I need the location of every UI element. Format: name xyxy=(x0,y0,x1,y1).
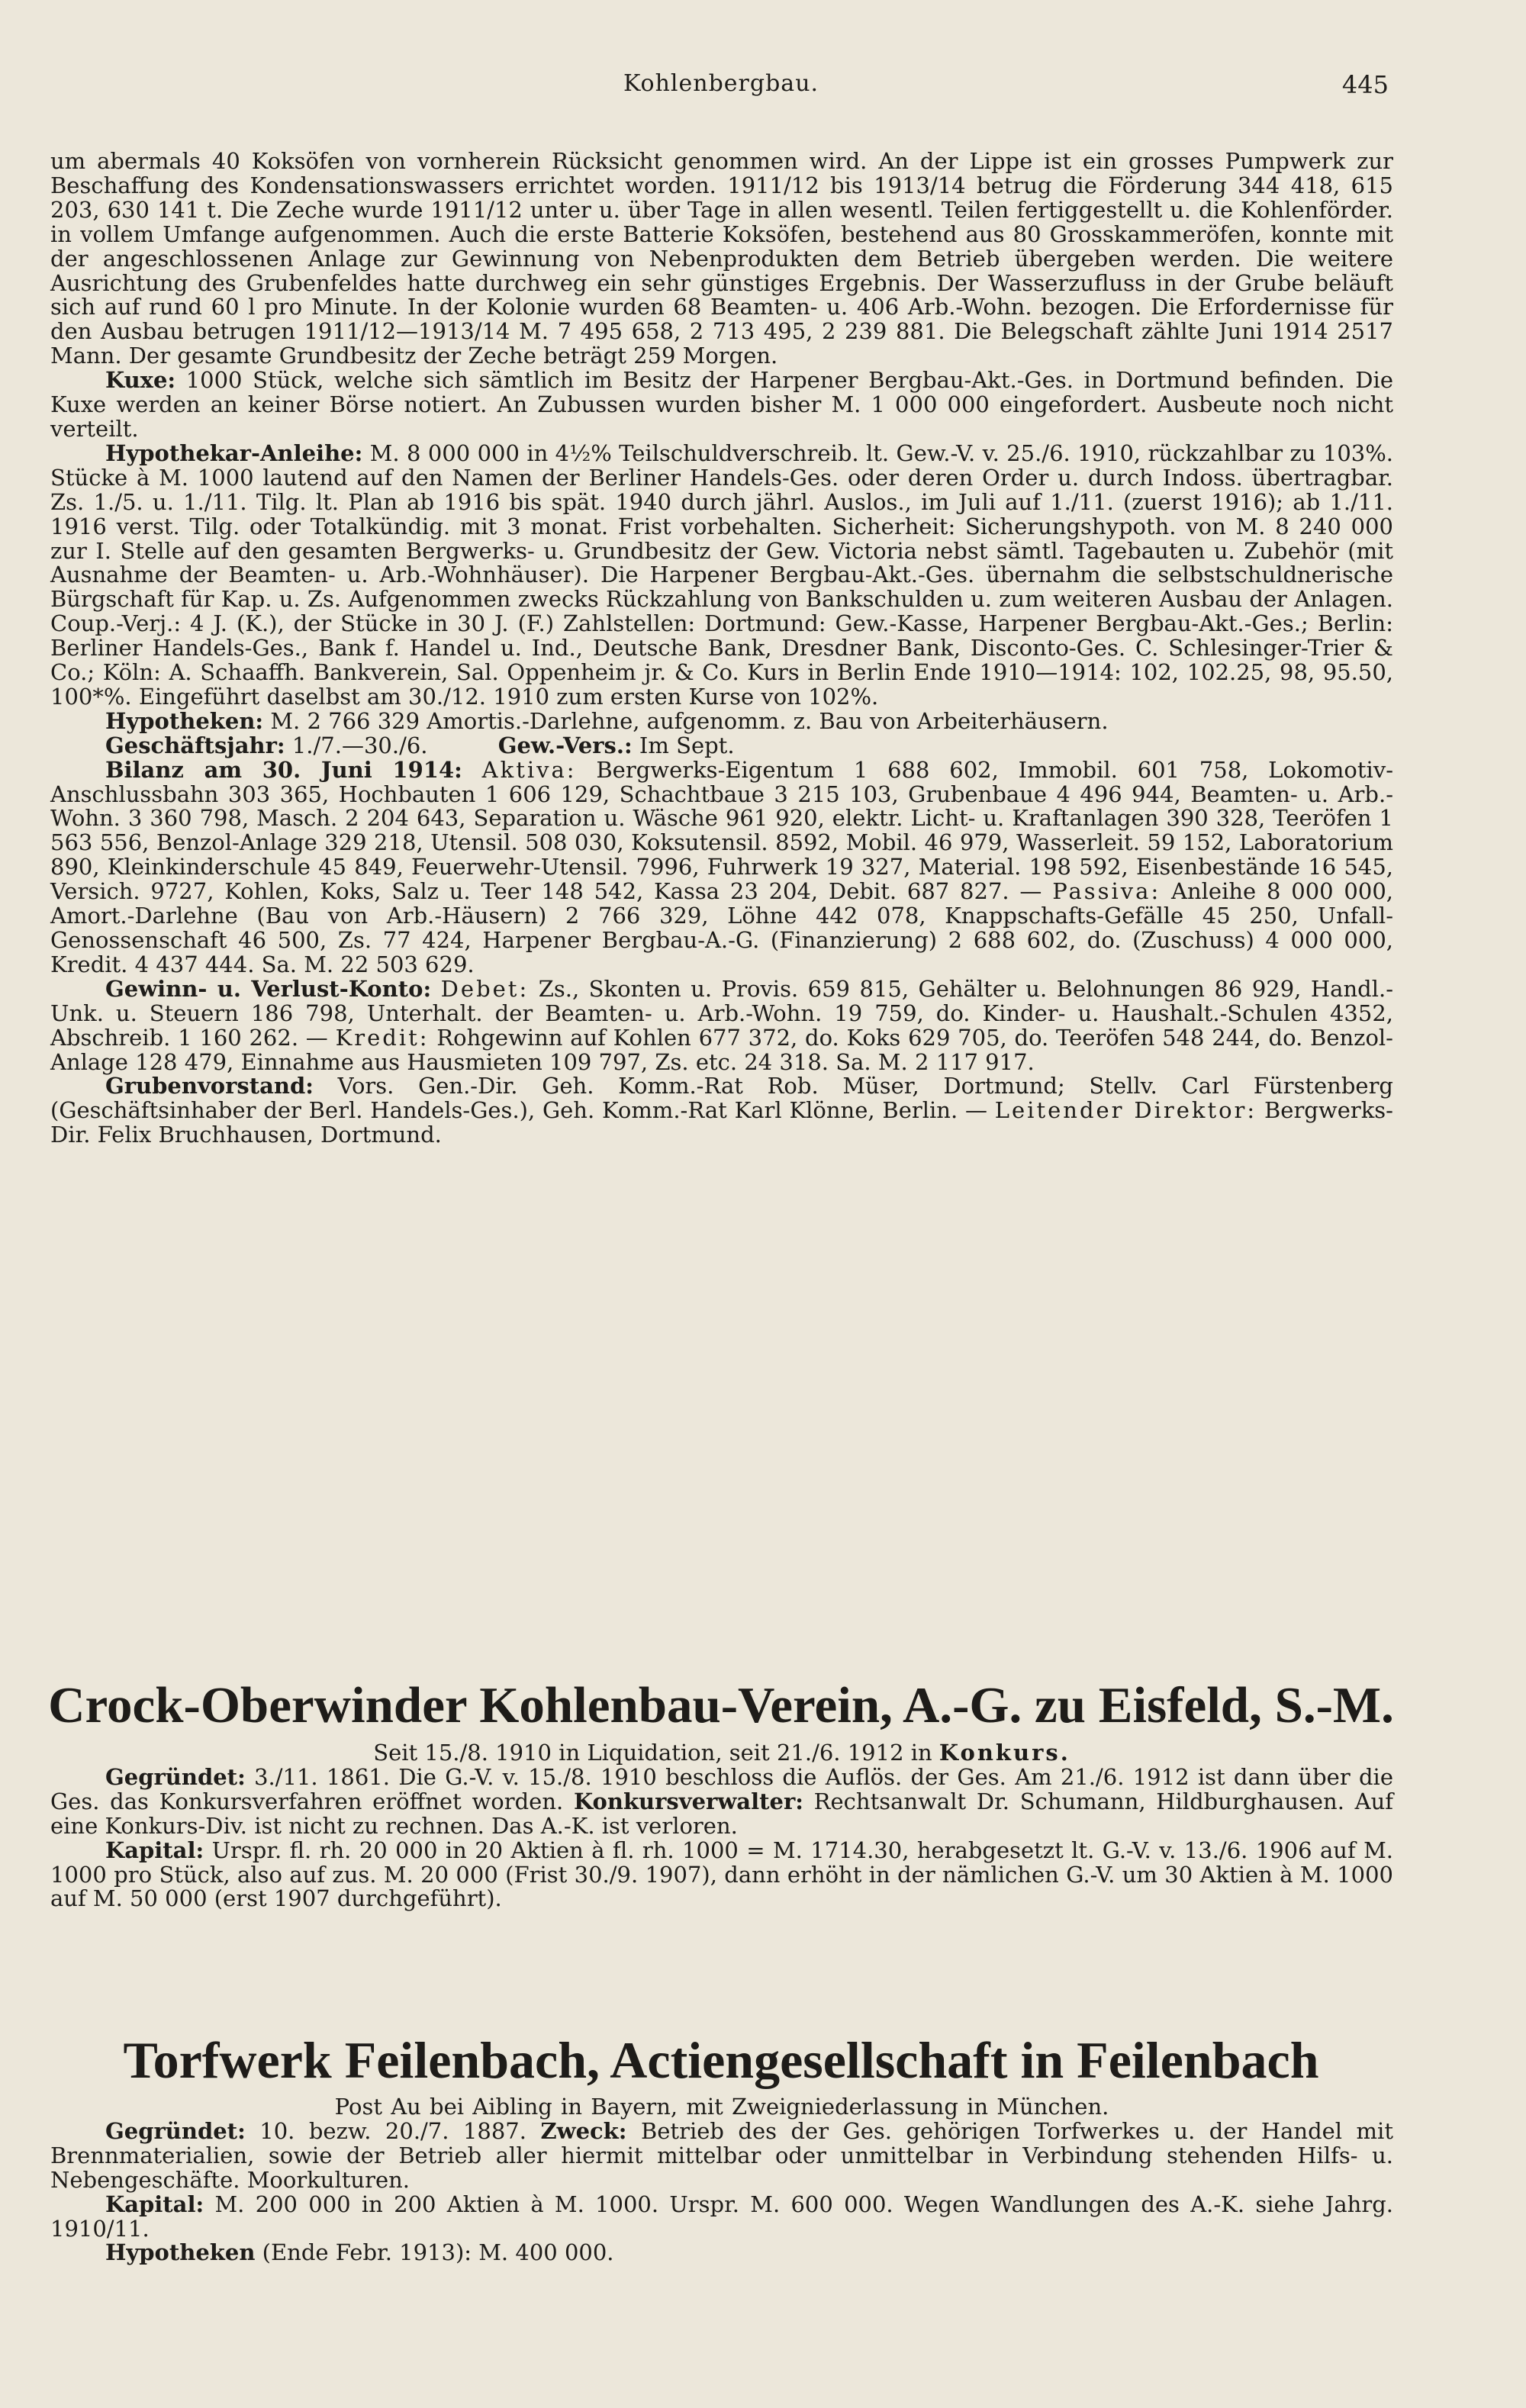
label-gew-vers: Gew.-Vers.: xyxy=(497,732,633,758)
label-kapital-torf: Kapital: xyxy=(105,2191,204,2217)
text-aktiva: Bergwerks-Eigentum 1 688 602, Immobil. 601 758, Lokomotiv-Anschlussbahn 303 365, Hochbauten 1 606 129, Schachtbaue 3 215 103, Grubenbaue 4 496 944, Beamten- u. Arb.-Wohn. 3 360 798, Masch. 2 204 643, Separation u. Wäsche 961 920, elektr. Licht- u. Kraftanlagen 390 328, Teeröfen 1 563 556, Benzol-Anlage 329 218, Utensil. 508 030, Koksutensil. 8592, Mobil. 46 979, Wasserleit. 59 152, Laboratorium 890, Kleinkinderschule 45 849, Feuerwehr-Utensil. 7996, Fuhrwerk 19 327, Material. 198 592, Eisenbestände 16 545, Versich. 9727, Kohlen, Koks, Salz u. Teer 148 542, Kassa 23 204, Debit. 687 827. — xyxy=(50,756,1394,905)
paragraph-gegruendet-crock xyxy=(50,1763,1393,1839)
text-grubenvorstand: Vors. Gen.-Dir. Geh. Komm.-Rat Rob. Müser, Dortmund; Stellv. Carl Fürstenberg (Geschäftsinhaber der Berl. Handels-Ges.), Geh. Komm.-Rat Karl Klönne, Berlin. — xyxy=(50,1073,1393,1124)
label-kapital-crock: Kapital: xyxy=(105,1837,204,1863)
label-gegruendet-crock: Gegründet: xyxy=(105,1763,246,1790)
label-leitender-direktor: Leitender Direktor: xyxy=(994,1097,1257,1124)
label-debet: Debet: xyxy=(440,975,530,1002)
text-passiva: Anleihe 8 000 000, Amort.-Darlehne (Bau von Arb.-Häusern) 2 766 329, Löhne 442 078, Knappschafts-Gefälle 45 250, Unfall-Genossenschaft 46 500, Zs. 77 424, Harpener Bergbau-A.-G. (Finanzierung) 2 688 602, do. (Zuschuss) 4 000 000, Kredit. 4 437 444. Sa. M. 22 503 629. xyxy=(50,878,1393,977)
text-geschaeftsjahr: 1./7.—30./6. xyxy=(285,732,428,758)
company-heading-torfwerk-feilenbach: Torfwerk Feilenbach, Actiengesellschaft in Feilenbach xyxy=(123,2031,1319,2089)
label-passiva: Passiva: xyxy=(1052,878,1161,905)
text-konkursverwalter: Rechtsanwalt Dr. Schumann, Hildburghausen. Auf eine Konkurs-Div. ist nicht zu rechnen. Das A.-K. ist verloren. xyxy=(50,1788,1393,1839)
text-gegruendet-crock: 3./11. 1861. Die G.-V. v. 15./8. 1910 beschloss die Auflös. der Ges. Am 21./6. 1912 ist dann über die Ges. das Konkursverfahren eröffnet worden. xyxy=(50,1763,1393,1814)
label-grubenvorstand: Grubenvorstand: xyxy=(105,1073,314,1099)
text-kuxe: 1000 Stück, welche sich sämtlich im Besitz der Harpener Bergbau-Akt.-Ges. in Dortmund befinden. Die Kuxe werden an keiner Börse notiert. An Zubussen wurden bisher M. 1 000 000 eingefordert. Ausbeute noch nicht verteilt. xyxy=(50,367,1393,442)
paragraph-intro: um abermals 40 Koksöfen von vornherein Rücksicht genommen wird. An der Lippe ist ein grosses Pumpwerk zur Beschaffung des Kondensationswassers errichtet worden. 1911/12 bis 1913/14 betrug die Förderung 344 418, 615 203, 630 141 t. Die Zeche wurde 1911/12 unter u. über Tage in allen wesentl. Teilen fertiggestellt u. die Kohlenförder. in vollem Umfange aufgenommen. Auch die erste Batterie Koksöfen, bestehend aus 80 Grosskammeröfen, konnte mit der angeschlossenen Anlage zur Gewinnung von Nebenprodukten dem Betrieb übergeben werden. Die weitere Ausrichtung des Grubenfeldes hatte durchweg ein sehr günstiges Ergebnis. Der Wasserzufluss in der Grube beläuft sich auf rund 60 l pro Minute. In der Kolonie wurden 68 Beamten- u. 406 Arb.-Wohn. bezogen. Die Erfordernisse für den Ausbau betrugen 1911/12—1913/14 M. 7 495 658, 2 713 495, 2 239 881. Die Belegschaft zählte Juni 1914 2517 Mann. Der gesamte Grundbesitz der Zeche beträgt 259 Morgen. xyxy=(50,148,1393,369)
running-header xyxy=(53,70,1389,108)
label-kredit: Kredit: xyxy=(335,1024,430,1051)
paragraph-hypotheken-torf xyxy=(50,2241,1393,2265)
text-gegruendet-torf: 10. bezw. 20./7. 1887. xyxy=(245,2117,541,2144)
company-heading-crock-oberwinder: Crock-Oberwinder Kohlenbau-Verein, A.-G. zu Eisfeld, S.-M. xyxy=(48,1677,1394,1734)
text-kapital-crock: Urspr. fl. rh. 20 000 in 20 Aktien à fl. rh. 1000 = M. 1714.30, herabgesetzt lt. G.-V. v. 13./6. 1906 auf M. 1000 pro Stück, also auf zus. M. 20 000 (Frist 30./9. 1907), dann erhöht in der nämlichen G.-V. um 30 Aktien à M. 1000 auf M. 50 000 (erst 1907 durchgeführt). xyxy=(50,1837,1393,1912)
text-hypotheken: M. 2 766 329 Amortis.-Darlehne, aufgenomm. z. Bau von Arbeiterhäusern. xyxy=(263,707,1109,734)
label-hypotheken-torf: Hypotheken xyxy=(105,2239,256,2266)
label-hypothekar-anleihe: Hypothekar-Anleihe: xyxy=(105,439,363,466)
paragraph-gegruendet-torf xyxy=(50,2117,1393,2193)
label-bilanz: Bilanz am 30. Juni 1914: xyxy=(105,756,462,783)
text-leitender-direktor: Bergwerks-Dir. Felix Bruchhausen, Dortmund. xyxy=(50,1097,1393,1148)
page-number: 445 xyxy=(1341,70,1389,99)
label-aktiva: Aktiva: xyxy=(481,756,577,783)
company-subheading-torfwerk: Post Au bei Aibling in Bayern, mit Zweigniederlassung in München. xyxy=(334,2094,1109,2120)
paragraph-hypotheken xyxy=(50,707,1393,734)
label-konkursverwalter: Konkursverwalter: xyxy=(573,1788,803,1814)
paragraph-kapital-torf xyxy=(50,2193,1393,2242)
label-geschaeftsjahr: Geschäftsjahr: xyxy=(105,732,285,758)
text-debet: Zs., Skonten u. Provis. 659 815, Gehälter u. Belohnungen 86 929, Handl.-Unk. u. Steuern 186 798, Unterhalt. der Beamten- u. Arb.-Wohn. 19 759, do. Kinder- u. Haushalt.-Schulen 4352, Abschreib. 1 160 262. — xyxy=(50,975,1393,1051)
text-kredit: Rohgewinn auf Kohlen 677 372, do. Koks 629 705, do. Teeröfen 548 244, do. Benzol-Anlage 128 479, Einnahme aus Hausmieten 109 797, Zs. etc. 24 318. Sa. M. 2 117 917. xyxy=(50,1024,1393,1075)
text-gew-vers: Im Sept. xyxy=(632,732,735,758)
paragraph-grubenvorstand xyxy=(50,1074,1393,1148)
text-zweck: Betrieb des der Ges. gehörigen Torfwerkes u. der Handel mit Brennmaterialien, sowie der Betrieb aller hiermit mittelbar oder unmittelbar in Verbindung stehenden Hilfs- u. Nebengeschäfte. Moorkulturen. xyxy=(50,2117,1393,2193)
text-hypothekar-anleihe: M. 8 000 000 in 4½% Teilschuldverschreib. lt. Gew.-V. v. 25./6. 1910, rückzahlbar zu 103%. Stücke à M. 1000 lautend auf den Namen der Berliner Handels-Ges. oder deren Order u. durch Indoss. übertragbar. Zs. 1./5. u. 1./11. Tilg. lt. Plan ab 1916 bis spät. 1940 durch jährl. Auslos., im Juli auf 1./11. (zuerst 1916); ab 1./11. 1916 verst. Tilg. oder Totalkündig. mit 3 monat. Frist vorbehalten. Sicherheit: Sicherungshypoth. von M. 8 240 000 zur I. Stelle auf den gesamten Bergwerks- u. Grundbesitz der Gew. Victoria nebst sämtl. Tagebauten u. Zubehör (mit Ausnahme der Beamten- u. Arb.-Wohnhäuser). Die Harpener Bergbau-Akt.-Ges. übernahm die selbstschuldnerische Bürgschaft für Kap. u. Zs. Aufgenommen zwecks Rückzahlung von Bankschulden u. zum weiteren Ausbau der Anlagen. Coup.-Verj.: 4 J. (K.), der Stücke in 30 J. (F.) Zahlstellen: Dortmund: Gew.-Kasse, Harpener Bergbau-Akt.-Ges.; Berlin: Berliner Handels-Ges., Bank f. Handel u. Ind., Deutsche Bank, Dresdner Bank, Disconto-Ges. C. Schlesinger-Trier & Co.; Köln: A. Schaaffh. Bankverein, Sal. Oppenheim jr. & Co. Kurs in Berlin Ende 1910—1914: 102, 102.25, 98, 95.50, 100*%. Eingeführt daselbst am 30./12. 1910 zum ersten Kurse von 102%. xyxy=(50,439,1393,710)
paragraph-gewinn-verlust xyxy=(50,977,1393,1075)
paragraph-geschaeftsjahr xyxy=(50,734,1393,758)
paragraph-hypothekar-anleihe xyxy=(50,439,1393,710)
label-gegruendet-torf: Gegründet: xyxy=(105,2117,246,2144)
paragraph-kuxe xyxy=(50,369,1393,442)
section-crock-oberwinder xyxy=(50,1741,1393,1911)
label-gewinn-verlust: Gewinn- u. Verlust-Konto: xyxy=(105,975,432,1002)
label-hypotheken: Hypotheken: xyxy=(105,707,264,734)
section-victoria-continued xyxy=(50,150,1393,1148)
paragraph-kapital-crock xyxy=(50,1839,1393,1912)
running-title: Kohlenbergbau. xyxy=(623,70,819,97)
subtitle-liquidation: Seit 15./8. 1910 in Liquidation, seit 21./6. 1912 in xyxy=(373,1740,939,1766)
text-hypotheken-torf: (Ende Febr. 1913): M. 400 000. xyxy=(255,2239,614,2266)
section-torfwerk-feilenbach xyxy=(50,2095,1393,2265)
label-kuxe: Kuxe: xyxy=(105,367,176,394)
text-kapital-torf: M. 200 000 in 200 Aktien à M. 1000. Urspr. M. 600 000. Wegen Wandlungen des A.-K. siehe Jahrg. 1910/11. xyxy=(50,2191,1393,2242)
subtitle-konkurs: Konkurs. xyxy=(938,1740,1070,1766)
company-subheading-crock xyxy=(50,1741,1393,1766)
paragraph-bilanz xyxy=(50,758,1393,977)
label-zweck: Zweck: xyxy=(540,2117,627,2144)
